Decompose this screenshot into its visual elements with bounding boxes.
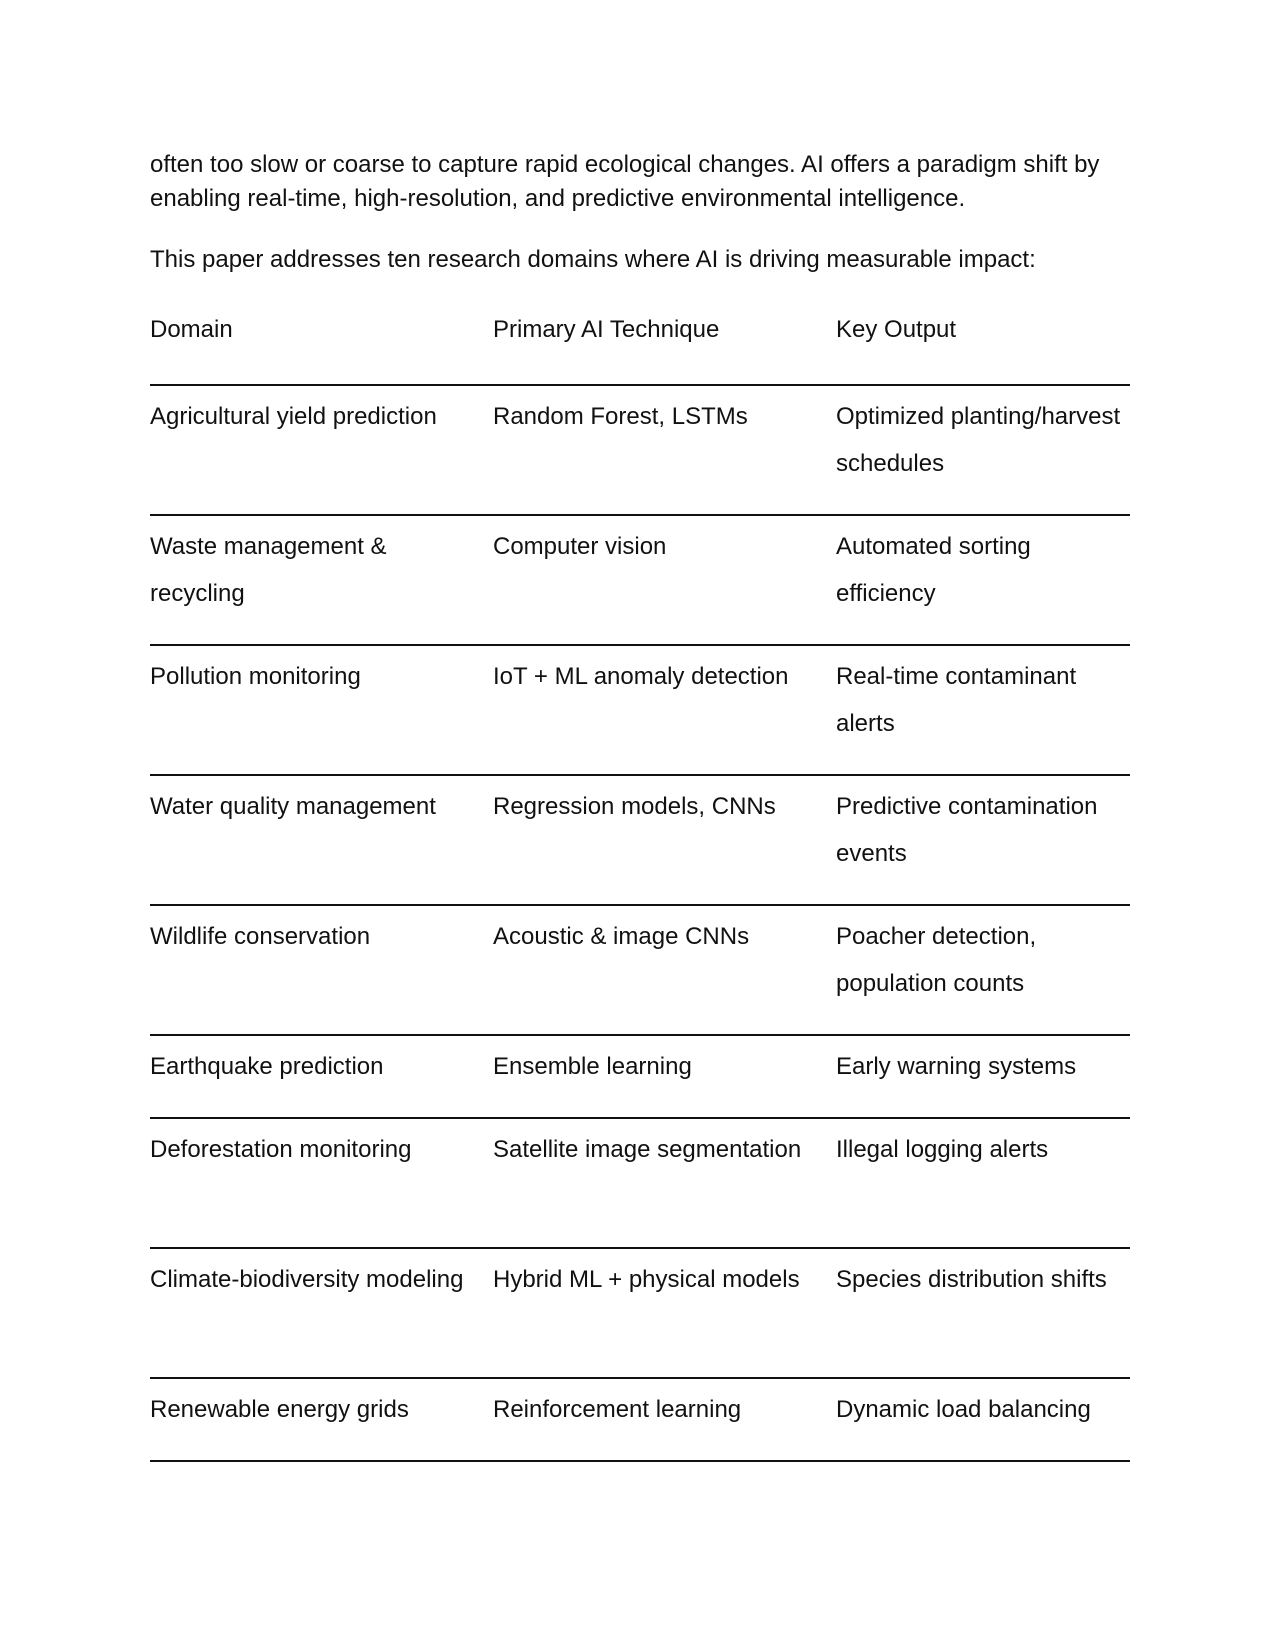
cell-technique: Hybrid ML + physical models [493,1266,800,1293]
cell-technique: IoT + ML anomaly detection [493,663,789,690]
cell-output: Optimized planting/harvest schedules [836,403,1121,477]
table-row [150,1249,1130,1379]
cell-domain: Pollution monitoring [150,663,361,690]
cell-technique: Computer vision [493,533,667,560]
header-domain: Domain [150,316,233,343]
cell-output: Automated sorting efficiency [836,533,1031,607]
intro-paragraph: often too slow or coarse to capture rapid ecological changes. AI offers a paradigm shift by enabling real-time, high-resolution, and predictive environmental intelligence. [150,151,1100,212]
cell-technique: Random Forest, LSTMs [493,403,748,430]
cell-domain: Climate-biodiversity modeling [150,1266,464,1293]
header-output: Key Output [836,316,957,343]
cell-technique: Regression models, CNNs [493,793,776,820]
table-row [150,776,1130,906]
table-row [150,1119,1130,1249]
table-intro-paragraph: This paper addresses ten research domains where AI is driving measurable impact: [150,246,1036,273]
cell-output: Species distribution shifts [836,1266,1107,1293]
table-row [150,516,1130,646]
cell-output: Real-time contaminant alerts [836,663,1077,737]
cell-domain: Deforestation monitoring [150,1136,412,1163]
cell-domain: Water quality management [150,793,436,820]
table-row [150,386,1130,516]
research-domains-table [150,308,1130,1462]
cell-domain: Wildlife conservation [150,923,371,950]
cell-technique: Satellite image segmentation [493,1136,802,1163]
table-row [150,906,1130,1036]
table-header-row [150,308,1130,386]
table-row [150,1036,1130,1119]
cell-technique: Reinforcement learning [493,1396,742,1423]
cell-domain: Agricultural yield prediction [150,403,437,430]
cell-technique: Ensemble learning [493,1053,692,1080]
cell-output: Predictive contamination events [836,793,1098,867]
cell-output: Dynamic load balancing [836,1396,1091,1423]
header-technique: Primary AI Technique [493,316,720,343]
cell-output: Early warning systems [836,1053,1077,1080]
cell-domain: Earthquake prediction [150,1053,384,1080]
cell-domain: Waste management & recycling [150,533,387,607]
cell-domain: Renewable energy grids [150,1396,409,1423]
table-row [150,646,1130,776]
cell-technique: Acoustic & image CNNs [493,923,750,950]
table-row [150,1379,1130,1462]
cell-output: Illegal logging alerts [836,1136,1049,1163]
cell-output: Poacher detection, population counts [836,923,1037,997]
